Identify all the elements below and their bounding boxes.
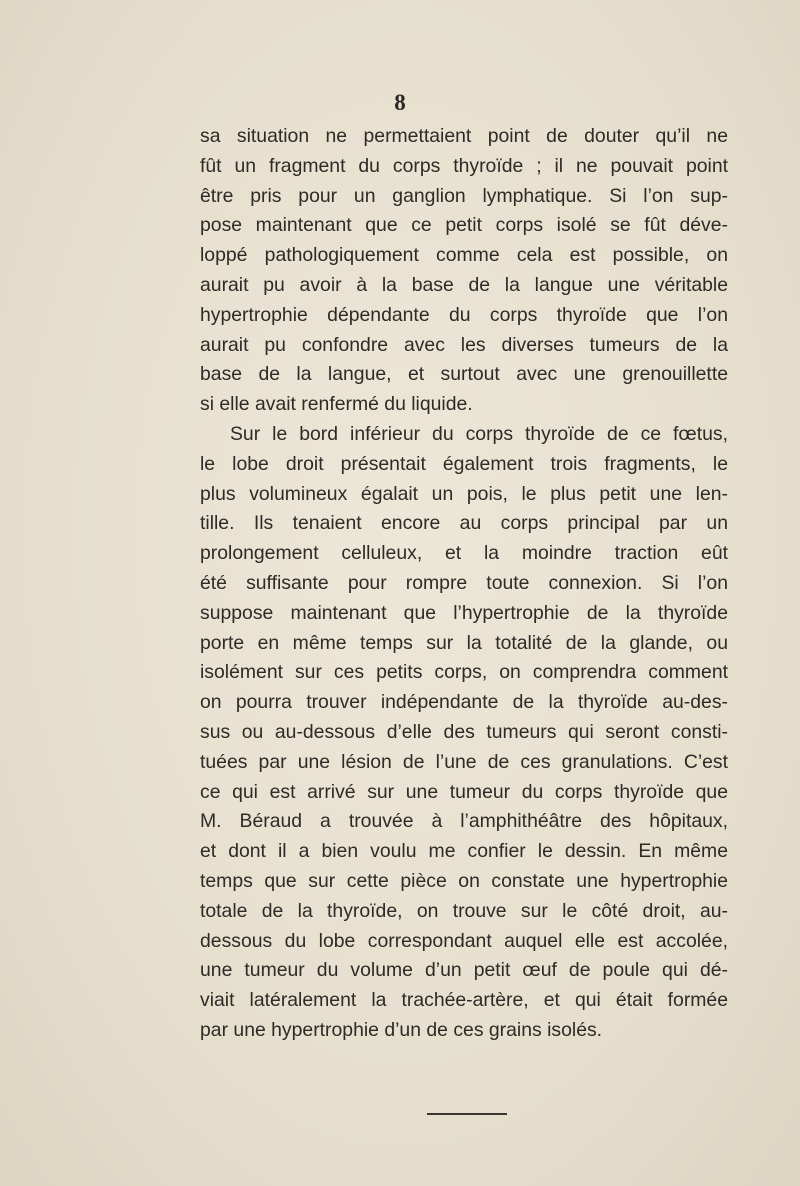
- page-number: 8: [394, 90, 406, 115]
- text-line: être pris pour un ganglion lymphatique. Si l’on sup-: [200, 184, 728, 207]
- text-line: loppé pathologiquement comme cela est possible, on: [200, 244, 728, 267]
- text-line: aurait pu confondre avec les diverses tumeurs de la: [200, 333, 728, 356]
- text-line: prolongement celluleux, et la moindre traction eût: [200, 542, 728, 565]
- text-line: tille. Ils tenaient encore au corps principal par un: [200, 512, 728, 535]
- text-line: suppose maintenant que l’hypertrophie de la thyroïde: [200, 601, 728, 624]
- end-rule: [427, 1113, 507, 1115]
- text-line: temps que sur cette pièce on constate une hypertrophie: [200, 869, 728, 892]
- text-line: viait latéralement la trachée-artère, et qui était formée: [200, 989, 728, 1012]
- text-line: ce qui est arrivé sur une tumeur du corps thyroïde que: [200, 780, 728, 803]
- text-line: plus volumineux égalait un pois, le plus petit une len-: [200, 482, 728, 505]
- text-line: aurait pu avoir à la base de la langue une véritable: [200, 273, 728, 296]
- text-line: sus ou au-dessous d’elle des tumeurs qui seront consti-: [200, 720, 728, 743]
- text-line: tuées par une lésion de l’une de ces granulations. C’est: [200, 750, 728, 773]
- text-line: si elle avait renfermé du liquide.: [200, 393, 473, 416]
- text-line: une tumeur du volume d’un petit œuf de poule qui dé-: [200, 959, 728, 982]
- text-line: été suffisante pour rompre toute connexion. Si l’on: [200, 571, 728, 594]
- text-line: le lobe droit présentait également trois fragments, le: [200, 452, 728, 475]
- text-line: fût un fragment du corps thyroïde ; il ne pouvait point: [200, 154, 728, 177]
- text-line: hypertrophie dépendante du corps thyroïde que l’on: [200, 303, 728, 326]
- body-text: [200, 122, 728, 1046]
- text-line: on pourra trouver indépendante de la thyroïde au-des-: [200, 691, 728, 714]
- text-line: totale de la thyroïde, on trouve sur le côté droit, au-: [200, 899, 728, 922]
- text-line: isolément sur ces petits corps, on comprendra comment: [200, 661, 728, 684]
- text-line: pose maintenant que ce petit corps isolé se fût déve-: [200, 214, 728, 237]
- text-line: M. Béraud a trouvée à l’amphithéâtre des hôpitaux,: [200, 810, 728, 833]
- text-line: base de la langue, et surtout avec une grenouillette: [200, 363, 728, 386]
- text-line: porte en même temps sur la totalité de la glande, ou: [200, 631, 728, 654]
- text-line: dessous du lobe correspondant auquel elle est accolée,: [200, 929, 728, 952]
- text-line: et dont il a bien voulu me confier le dessin. En même: [200, 840, 728, 863]
- text-line: sa situation ne permettaient point de douter qu’il ne: [200, 125, 728, 147]
- text-line: par une hypertrophie d’un de ces grains isolés.: [200, 1018, 603, 1041]
- text-line: Sur le bord inférieur du corps thyroïde de ce fœtus,: [230, 422, 728, 445]
